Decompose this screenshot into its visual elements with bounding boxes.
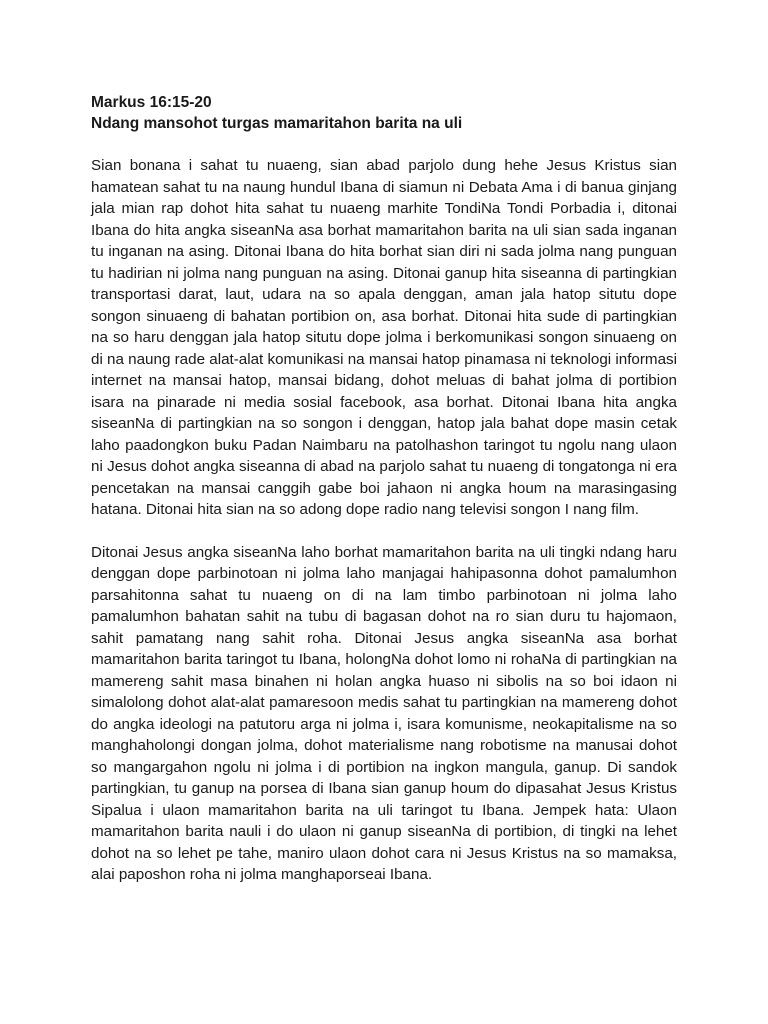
- body-paragraph-1: Sian bonana i sahat tu nuaeng, sian abad parjolo dung hehe Jesus Kristus sian hamatean sahat tu na naung hundul Ibana di siamun ni Debata Ama i di banua ginjang jala mian rap dohot hita sahat tu nuaeng marhite TondiNa Tondi Porbadia i, ditonai Ibana do hita angka siseanNa asa borhat mamaritahon barita na uli sian sada inganan tu inganan na asing. Ditonai Ibana do hita borhat sian diri ni sada jolma nang punguan tu hadirian ni jolma nang punguan na asing. Ditonai ganup hita siseanna di partingkian transportasi darat, laut, udara na so apala denggan, aman jala hatop situtu dope songon sinuaeng di bahatan portibion on, asa borhat. Ditonai hita sude di partingkian na so haru denggan jala hatop situtu dope jolma i berkomunikasi songon sinuaeng on di na naung rade alat-alat komunikasi na mansai hatop pinamasa ni teknologi informasi internet na mansai hatop, mansai bidang, dohot meluas di bahat jolma di portibion isara na pinarade ni media sosial facebook, asa borhat. Ditonai Ibana hita angka siseanNa di partingkian na so songon i denggan, hatop jala bahat dope masin cetak laho paadongkon buku Padan Naimbaru na patolhashon taringot tu ngolu nang ulaon ni Jesus dohot angka siseanna di abad na parjolo sahat tu nuaeng di tongatonga ni era pencetakan na mansai canggih gabe boi jahaon ni angka houm na marasingasing hatana. Ditonai hita sian na so adong dope radio nang televisi songon I nang film.: [91, 157, 677, 518]
- scripture-reference: Markus 16:15-20: [91, 94, 212, 111]
- sermon-title: Ndang mansohot turgas mamaritahon barita na uli: [91, 115, 463, 132]
- body-paragraph-2: Ditonai Jesus angka siseanNa laho borhat mamaritahon barita na uli tingki ndang haru denggan dope parbinotoan ni jolma laho manjagai hahipasonna dohot pamalumhon parsahitonna sahat tu nuaeng on di na lam timbo parbinotoan ni jolma laho pamalumhon bahatan sahit na tubu di bagasan dohot na ro sian duru tu hajomaon, sahit pamatang nang sahit roha. Ditonai Jesus angka siseanNa asa borhat mamaritahon barita taringot tu Ibana, holongNa dohot lomo ni rohaNa di partingkian na mamereng sahit masa binahen ni holan angka huaso ni sibolis na so boi idaon ni simalolong dohot alat-alat pamaresoon medis sahat tu partingkian na mamereng dohot do angka ideologi na patutoru arga ni jolma i, isara komunisme, neokapitalisme na so manghaholongi dongan jolma, dohot materialisme nang robotisme na manusai dohot so mangargahon ngolu ni jolma i di portibion na ingkon mangula, ganup. Di sandok partingkian, tu ganup na porsea di Ibana sian ganup houm do dipasahat Jesus Kristus Sipalua i ulaon mamaritahon barita na uli taringot tu Ibana. Jempek hata: Ulaon mamaritahon barita nauli i do ulaon ni ganup siseanNa di portibion, di tingki na lehet dohot na so lehet pe tahe, maniro ulaon dohot cara ni Jesus Kristus na so mamaksa, alai paposhon roha ni jolma manghaporseai Ibana.: [91, 543, 677, 883]
- document-page: [91, 92, 677, 886]
